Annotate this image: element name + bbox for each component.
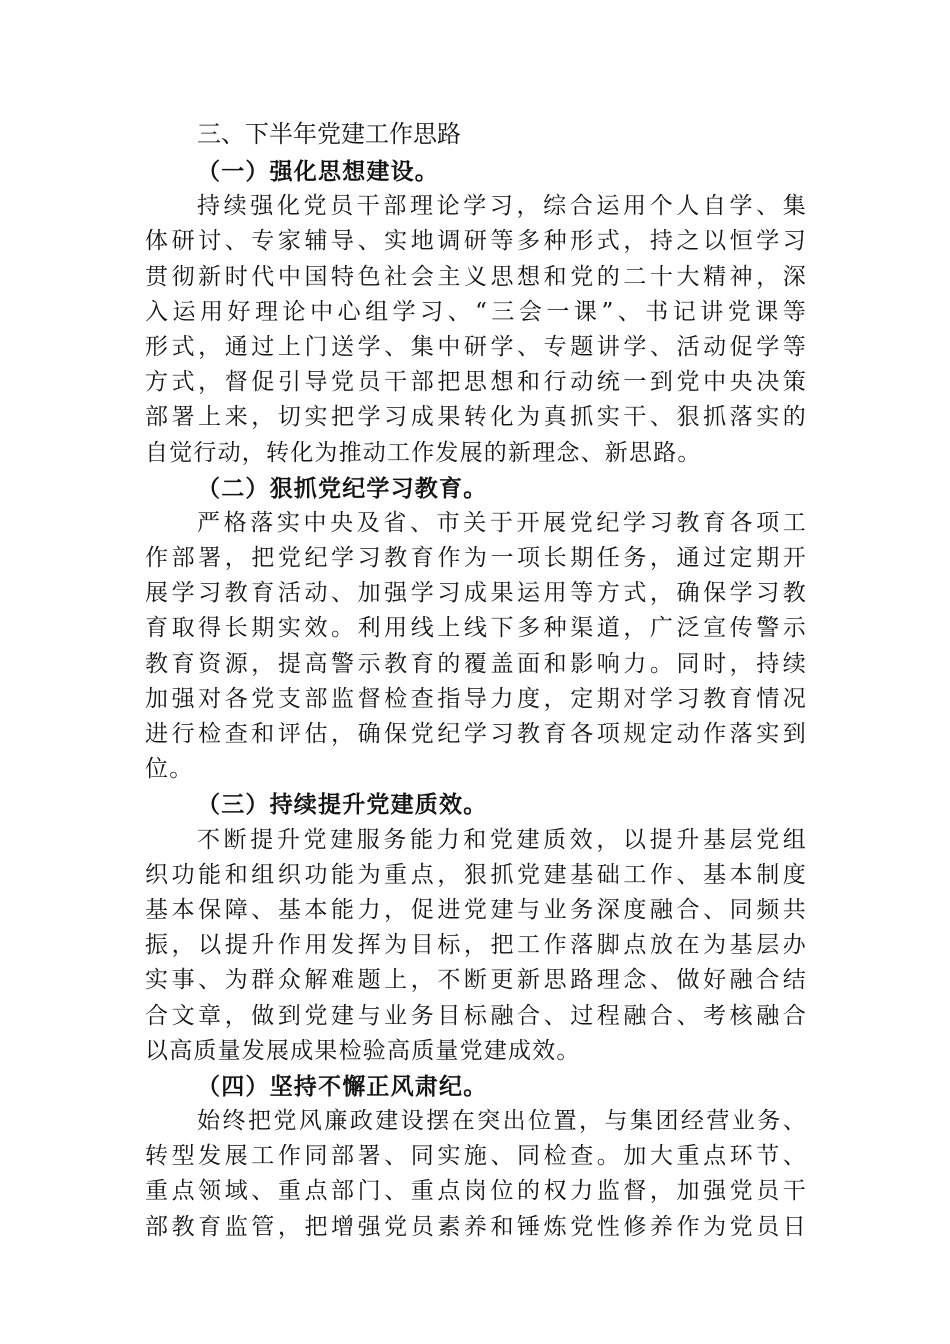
- text-line: 持续强化党员干部理论学习，综合运用个人自学、集: [197, 193, 807, 220]
- text-line: 展学习教育活动、加强学习成果运用等方式，确保学习教: [145, 580, 807, 607]
- text-line: 进行检查和评估，确保党纪学习教育各项规定动作落实到: [145, 721, 807, 747]
- text-line: 加强对各党支部监督检查指导力度，定期对学习教育情况: [145, 685, 807, 712]
- subsection-heading: （三）持续提升党建质效。: [197, 791, 488, 819]
- text-line: 振，以提升作用发挥为目标，把工作落脚点放在为基层办: [145, 932, 807, 959]
- text-line: 入运用好理论中心组学习、“三会一课”、书记讲党课等: [145, 298, 807, 325]
- text-line: 始终把党风廉政建设摆在突出位置，与集团经营业务、: [197, 1108, 807, 1135]
- text-line: 育取得长期实效。利用线上线下多种渠道，广泛宣传警示: [145, 615, 807, 642]
- text-line: 合文章，做到党建与业务目标融合、过程融合、考核融合: [145, 1002, 807, 1029]
- text-line: 教育资源，提高警示教育的覆盖面和影响力。同时，持续: [145, 650, 807, 677]
- text-line: 实事、为群众解难题上，不断更新思路理念、做好融合结: [145, 967, 807, 994]
- text-line: 体研讨、专家辅导、实地调研等多种形式，持之以恒学习: [145, 228, 807, 255]
- text-line: 织功能和组织功能为重点，狠抓党建基础工作、基本制度: [145, 861, 807, 888]
- subsection-heading: （二）狠抓党纪学习教育。: [197, 474, 488, 502]
- text-line: 方式，督促引导党员干部把思想和行动统一到党中央决策: [145, 369, 807, 396]
- text-line: 部署上来，切实把学习成果转化为真抓实干、狠抓落实的: [145, 404, 807, 431]
- text-line: 部教育监管，把增强党员素养和锤炼党性修养作为党员日: [145, 1213, 807, 1240]
- text-line: 严格落实中央及省、市关于开展党纪学习教育各项工: [197, 509, 807, 536]
- subsection-heading: （四）坚持不懈正风肃纪。: [197, 1072, 488, 1100]
- text-line: 形式，通过上门送学、集中研学、专题讲学、活动促学等: [145, 333, 807, 360]
- paragraph: [145, 823, 807, 1069]
- text-line: 基本保障、基本能力，促进党建与业务深度融合、同频共: [145, 896, 807, 923]
- document-body: [145, 114, 807, 1245]
- subsection-heading: （一）强化思想建设。: [197, 158, 439, 185]
- text-line: 贯彻新时代中国特色社会主义思想和党的二十大精神，深: [145, 263, 807, 290]
- text-line: 以高质量发展成果检验高质量党建成效。: [145, 1037, 581, 1064]
- paragraph: [145, 189, 807, 471]
- paragraph: [145, 506, 807, 788]
- text-line: 自觉行动，转化为推动工作发展的新理念、新思路。: [145, 439, 702, 466]
- text-line: 位。: [145, 756, 194, 783]
- section-title: 三、下半年党建工作思路: [197, 120, 461, 148]
- paragraph: [145, 1104, 807, 1245]
- text-line: 不断提升党建服务能力和党建质效，以提升基层党组: [197, 826, 807, 853]
- text-line: 作部署，把党纪学习教育作为一项长期任务，通过定期开: [145, 545, 807, 572]
- text-line: 重点领域、重点部门、重点岗位的权力监督，加强党员干: [145, 1178, 807, 1205]
- text-line: 转型发展工作同部署、同实施、同检查。加大重点环节、: [145, 1143, 807, 1170]
